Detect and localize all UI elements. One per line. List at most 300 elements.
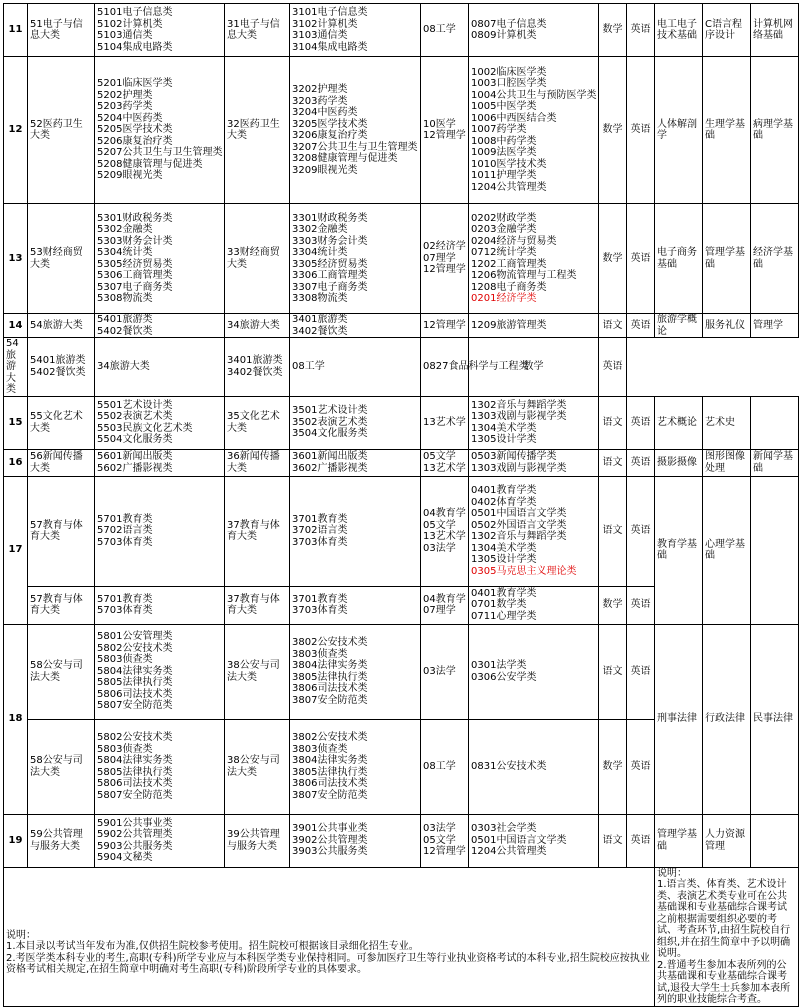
secondary-majors <box>290 719 421 814</box>
professional-subject-2-text: 管理学基础 <box>705 247 745 270</box>
list-item: 5401旅游类 <box>97 314 153 325</box>
list-item: 12管理学 <box>423 264 466 276</box>
public-course-1 <box>599 624 627 719</box>
list-item: 5701教育类 <box>97 513 153 525</box>
secondary-category-cell-text: 37教育与体育大类 <box>227 519 280 542</box>
list-item: 03法学 <box>423 665 456 677</box>
list-item: 5209眼视光类 <box>97 170 163 182</box>
list-item: 05文学 <box>423 834 456 846</box>
secondary-category-cell <box>225 4 290 57</box>
list-item: 5501艺术设计类 <box>97 399 173 411</box>
professional-subject-1 <box>655 396 703 449</box>
list-item: 3202护理类 <box>292 84 348 95</box>
list-item: 0306公安学类 <box>471 671 537 683</box>
list-item: 5203药学类 <box>97 101 153 113</box>
professional-subject-2-text: 服务礼仪 <box>705 319 745 331</box>
list-item: 04教育学 <box>423 593 466 605</box>
higher-vocational-majors <box>95 719 225 814</box>
secondary-majors <box>290 624 421 719</box>
undergraduate-majors <box>469 586 599 624</box>
professional-subject-3 <box>751 4 799 57</box>
table-row <box>4 338 799 397</box>
list-item: 1303戏剧与影视学类 <box>471 411 567 422</box>
secondary-category-cell <box>225 204 290 314</box>
higher-vocational-majors <box>28 338 95 397</box>
category-cell <box>28 449 95 476</box>
secondary-category-cell <box>225 814 290 867</box>
secondary-majors <box>225 338 290 397</box>
list-item: 5306工商管理类 <box>97 270 173 281</box>
notes-left <box>4 867 655 1006</box>
list-item: 3805法律执行类 <box>292 671 368 683</box>
list-item: 5302金融类 <box>97 224 153 235</box>
public-course-1 <box>599 396 627 449</box>
list-item: 08工学 <box>423 760 456 772</box>
list-item: 0301法学类 <box>471 660 527 671</box>
list-item: 04教育学 <box>423 508 466 519</box>
secondary-category-cell-text: 38公安与司法大类 <box>227 755 280 778</box>
row-number-text: 12 <box>8 124 23 136</box>
list-item: 3703体育类 <box>292 536 348 548</box>
list-item: 0503新闻传播学类 <box>471 451 557 462</box>
secondary-category-cell-text: 34旅游大类 <box>97 361 150 372</box>
secondary-majors <box>290 449 421 476</box>
public-course-1 <box>599 814 627 867</box>
public-course-2-text: 英语 <box>630 252 651 264</box>
list-item: 0807电子信息类 <box>471 18 547 30</box>
professional-subject-3-text: 新闻学基础 <box>753 451 793 474</box>
list-item: 3206康复治疗类 <box>292 130 368 141</box>
list-item: 5102计算机类 <box>97 18 163 30</box>
professional-subject-2-text: C语言程序设计 <box>705 18 742 41</box>
professional-subject-2 <box>703 57 751 204</box>
discipline-cell <box>421 476 469 586</box>
public-course-2 <box>627 719 655 814</box>
higher-vocational-majors <box>95 314 225 338</box>
professional-subject-3 <box>751 396 799 449</box>
list-item: 03法学 <box>423 823 456 835</box>
undergraduate-majors <box>469 449 599 476</box>
list-item: 3807安全防范类 <box>292 789 368 801</box>
list-item: 0502外国语言文学类 <box>471 519 567 531</box>
category-cell-text: 54旅游大类 <box>30 319 83 331</box>
higher-vocational-majors <box>95 814 225 867</box>
higher-vocational-majors <box>95 57 225 204</box>
major-catalog-table <box>3 3 799 1007</box>
public-course-1-text: 语文 <box>602 416 623 428</box>
list-item: 3903公共服务类 <box>292 846 368 858</box>
list-item: 05文学 <box>423 451 456 462</box>
secondary-category-cell <box>225 449 290 476</box>
list-item: 5804法律实务类 <box>97 755 173 766</box>
list-item: 1204公共管理类 <box>471 181 547 193</box>
professional-subject-2 <box>703 204 751 314</box>
discipline-cell <box>290 338 421 397</box>
list-item: 5601新闻出版类 <box>97 451 173 462</box>
list-item: 5201临床医学类 <box>97 78 173 90</box>
professional-subject-3 <box>751 449 799 476</box>
row-number <box>4 814 28 867</box>
higher-vocational-majors <box>95 624 225 719</box>
list-item: 1009法医学类 <box>471 147 537 159</box>
list-item: 0501中国语言文学类 <box>471 834 567 846</box>
list-item: 3804法律实务类 <box>292 660 368 671</box>
public-course-2-text: 英语 <box>630 319 651 331</box>
highlighted-list-item: 0201经济学类 <box>471 293 537 304</box>
public-course-1 <box>599 586 627 624</box>
list-item: 5402餐饮类 <box>30 366 86 378</box>
public-course-2 <box>627 814 655 867</box>
discipline-cell <box>421 586 469 624</box>
list-item: 5805法律执行类 <box>97 677 173 689</box>
list-item: 0204经济与贸易类 <box>471 235 557 247</box>
list-item: 5807安全防范类 <box>97 789 173 801</box>
list-item: 5803侦查类 <box>97 654 153 666</box>
category-cell <box>28 57 95 204</box>
list-item: 1305设计学类 <box>471 554 537 565</box>
list-item: 5307电子商务类 <box>97 281 173 293</box>
secondary-category-cell-text: 35文化艺术大类 <box>227 411 280 434</box>
undergraduate-majors <box>469 204 599 314</box>
list-item: 3701教育类 <box>292 593 348 605</box>
professional-subject-2 <box>703 449 751 476</box>
category-cell <box>28 396 95 449</box>
table-row <box>4 57 799 204</box>
professional-subject-2 <box>703 314 751 338</box>
list-item: 1304美术学类 <box>471 542 537 554</box>
secondary-majors <box>290 57 421 204</box>
category-cell <box>28 624 95 719</box>
list-item: 3806司法技术类 <box>292 778 368 789</box>
professional-subject-2-text: 心理学基础 <box>705 538 745 561</box>
discipline-cell <box>421 396 469 449</box>
list-item: 1305设计学类 <box>471 434 537 445</box>
list-item: 5802公安技术类 <box>97 732 173 743</box>
discipline-cell <box>421 449 469 476</box>
list-item: 3306工商管理类 <box>292 270 368 281</box>
list-item: 3301财政税务类 <box>292 212 368 224</box>
category-cell-text: 57教育与体育大类 <box>30 593 83 616</box>
list-item: 13艺术学 <box>423 462 466 474</box>
professional-subject-1-text: 电子商务基础 <box>657 247 697 270</box>
secondary-category-cell <box>225 586 290 624</box>
list-item: 5206康复治疗类 <box>97 135 173 147</box>
professional-subject-2 <box>703 476 751 624</box>
list-item: 3807安全防范类 <box>292 694 368 706</box>
professional-subject-1-text: 旅游学概论 <box>657 314 697 337</box>
list-item: 3601新闻出版类 <box>292 451 368 462</box>
list-item: 3307电子商务类 <box>292 281 368 293</box>
public-course-2-text: 英语 <box>630 24 651 36</box>
professional-subject-2-text: 图形图像处理 <box>705 451 745 474</box>
table-row <box>4 204 799 314</box>
secondary-category-cell <box>225 624 290 719</box>
professional-subject-1-text: 人体解剖学 <box>657 118 697 141</box>
list-item: 3302金融类 <box>292 224 348 235</box>
list-item: 3602广播影视类 <box>292 462 368 474</box>
list-item: 10医学 <box>423 118 456 130</box>
undergraduate-majors <box>469 57 599 204</box>
list-item: 5602广播影视类 <box>97 462 173 474</box>
professional-subject-3-text: 计算机网络基础 <box>753 18 793 41</box>
list-item: 5701教育类 <box>97 593 153 605</box>
table-row <box>4 449 799 476</box>
public-course-1-text: 语文 <box>602 525 623 537</box>
undergraduate-majors <box>421 338 529 397</box>
row-number <box>4 449 28 476</box>
public-course-2-text: 英语 <box>630 525 651 537</box>
list-item: 3901公共事业类 <box>292 823 368 835</box>
professional-subject-1 <box>655 57 703 204</box>
public-course-2-text: 英语 <box>630 665 651 677</box>
row-number <box>4 57 28 204</box>
category-cell-text: 55文化艺术大类 <box>30 411 83 434</box>
category-cell <box>28 586 95 624</box>
row-number <box>4 396 28 449</box>
list-item: 0701数学类 <box>471 599 527 611</box>
list-item: 1004公共卫生与预防医学类 <box>471 89 597 101</box>
list-item: 0809计算机类 <box>471 30 537 41</box>
list-item: 3208健康管理与促进类 <box>292 153 398 164</box>
public-course-2-text: 英语 <box>630 416 651 428</box>
public-course-1-text: 数学 <box>602 760 623 772</box>
secondary-majors <box>290 476 421 586</box>
category-cell-text: 58公安与司法大类 <box>30 660 83 683</box>
undergraduate-majors <box>469 624 599 719</box>
list-item: 0202财政学类 <box>471 212 537 224</box>
professional-subject-1-text: 艺术概论 <box>657 416 697 428</box>
secondary-category-cell-text: 32医药卫生大类 <box>227 118 280 141</box>
list-item: 08工学 <box>292 361 325 372</box>
list-item: 5903公共服务类 <box>97 840 173 852</box>
list-item: 0501中国语言文学类 <box>471 508 567 519</box>
public-course-1 <box>599 204 627 314</box>
public-course-2 <box>627 449 655 476</box>
public-course-1 <box>599 314 627 338</box>
professional-subject-1-text: 摄影摄像 <box>657 456 697 468</box>
list-item: 3102计算机类 <box>292 18 358 30</box>
discipline-cell <box>421 4 469 57</box>
undergraduate-majors <box>469 814 599 867</box>
list-item: 5202护理类 <box>97 89 153 101</box>
undergraduate-majors <box>469 314 599 338</box>
professional-subject-2-text: 生理学基础 <box>705 118 745 141</box>
notes-right-text: 说明： 1.语言类、体育类、艺术设计类、表演艺术类专业可在公共基础课和专业基础综合课考试之前根据需要组织必要的考试、考查环节,由招生院校自行组织,并在招生简章中予以明确说明。 2.普通考生参加本表所列的公共基础课和专业基础综合课考试,退役大学生士兵参加本表所列的职业技能综合考查。 <box>657 867 791 1005</box>
public-course-1-text: 语文 <box>602 665 623 677</box>
category-cell-text: 56新闻传播大类 <box>30 451 83 474</box>
undergraduate-majors <box>469 396 599 449</box>
list-item: 3401旅游类 <box>227 355 283 367</box>
row-number-text: 13 <box>8 252 23 264</box>
row-number <box>4 476 28 624</box>
list-item: 5208健康管理与促进类 <box>97 158 203 170</box>
public-course-2 <box>627 4 655 57</box>
undergraduate-majors <box>469 719 599 814</box>
highlighted-list-item: 0305马克思主义理论类 <box>471 565 577 577</box>
category-cell <box>28 814 95 867</box>
list-item: 5304统计类 <box>97 247 153 258</box>
higher-vocational-majors <box>95 4 225 57</box>
list-item: 12管理学 <box>423 319 466 331</box>
professional-subject-1 <box>655 314 703 338</box>
professional-subject-3 <box>751 204 799 314</box>
list-item: 05文学 <box>423 519 456 531</box>
row-number-text: 19 <box>8 834 23 846</box>
professional-subject-3 <box>751 314 799 338</box>
table-row <box>4 314 799 338</box>
list-item: 5301财政税务类 <box>97 212 173 224</box>
public-course-2-text: 英语 <box>630 599 651 611</box>
public-course-1-text: 数学 <box>602 124 623 136</box>
secondary-category-cell <box>225 314 290 338</box>
list-item: 5902公共管理类 <box>97 829 173 840</box>
table-row <box>4 4 799 57</box>
list-item: 1003口腔医学类 <box>471 78 547 90</box>
list-item: 0827食品科学与工程类 <box>423 361 529 372</box>
secondary-majors <box>290 314 421 338</box>
discipline-cell <box>421 314 469 338</box>
category-cell-text: 52医药卫生大类 <box>30 118 83 141</box>
list-item: 3104集成电路类 <box>292 41 368 53</box>
secondary-category-cell-text: 38公安与司法大类 <box>227 660 280 683</box>
row-number-text: 14 <box>8 319 23 331</box>
public-course-2 <box>627 204 655 314</box>
row-number-text: 17 <box>8 544 23 556</box>
notes-row <box>4 867 799 1006</box>
list-item: 03法学 <box>423 542 456 554</box>
secondary-category-cell-text: 31电子与信息大类 <box>227 18 280 41</box>
list-item: 1008中药学类 <box>471 135 537 147</box>
list-item: 3209眼视光类 <box>292 164 358 176</box>
public-course-2 <box>627 586 655 624</box>
public-course-2 <box>627 624 655 719</box>
category-cell <box>28 719 95 814</box>
category-cell-text: 58公安与司法大类 <box>30 755 83 778</box>
list-item: 5703体育类 <box>97 605 153 616</box>
list-item: 0711心理学类 <box>471 610 537 622</box>
list-item: 13艺术学 <box>423 416 466 428</box>
row-number <box>4 4 28 57</box>
list-item: 5503民族文化艺术类 <box>97 422 193 434</box>
list-item: 3303财务会计类 <box>292 235 368 247</box>
list-item: 1002临床医学类 <box>471 66 547 78</box>
category-cell <box>28 4 95 57</box>
professional-subject-1-text: 电工电子技术基础 <box>657 18 697 41</box>
list-item: 3204中医药类 <box>292 107 358 118</box>
list-item: 5303财务会计类 <box>97 235 173 247</box>
public-course-1-text: 语文 <box>602 456 623 468</box>
professional-subject-1 <box>655 624 703 814</box>
public-course-1 <box>599 4 627 57</box>
list-item: 5205医学技术类 <box>97 124 173 136</box>
list-item: 3502表演艺术类 <box>292 416 368 428</box>
secondary-majors <box>290 396 421 449</box>
list-item: 1209旅游管理类 <box>471 319 547 331</box>
category-cell-text: 51电子与信息大类 <box>30 18 83 41</box>
list-item: 3101电子信息类 <box>292 7 368 18</box>
professional-subject-1 <box>655 814 703 867</box>
list-item: 3702语言类 <box>292 525 348 537</box>
row-number <box>4 204 28 314</box>
list-item: 1204公共管理类 <box>471 846 547 858</box>
list-item: 1206物流管理与工程类 <box>471 270 577 281</box>
list-item: 5502表演艺术类 <box>97 411 173 422</box>
list-item: 02经济学 <box>423 241 466 253</box>
list-item: 5305经济贸易类 <box>97 258 173 270</box>
list-item: 0712统计学类 <box>471 247 537 258</box>
list-item: 07理学 <box>423 605 456 616</box>
professional-subject-2 <box>703 396 751 449</box>
list-item: 12管理学 <box>423 130 466 141</box>
list-item: 12管理学 <box>423 846 466 858</box>
list-item: 3304统计类 <box>292 247 348 258</box>
public-course-1-text: 数学 <box>602 252 623 264</box>
list-item: 3205医学技术类 <box>292 118 368 130</box>
list-item: 0831公安技术类 <box>471 760 547 772</box>
category-cell <box>28 476 95 586</box>
category-cell-text: 53财经商贸大类 <box>30 247 83 270</box>
list-item: 3802公安技术类 <box>292 637 368 648</box>
list-item: 5402餐饮类 <box>97 325 153 337</box>
list-item: 5204中医药类 <box>97 112 163 124</box>
list-item: 5807安全防范类 <box>97 700 173 712</box>
professional-subject-3 <box>751 624 799 814</box>
undergraduate-majors <box>469 4 599 57</box>
professional-subject-1 <box>655 4 703 57</box>
public-course-1-text: 数学 <box>602 599 623 611</box>
professional-subject-3-text: 病理学基础 <box>753 118 793 141</box>
row-number-text: 11 <box>8 24 23 36</box>
secondary-category-cell-text: 36新闻传播大类 <box>227 451 280 474</box>
list-item: 0401教育学类 <box>471 485 537 496</box>
list-item: 3207公共卫生与卫生管理类 <box>292 141 418 153</box>
list-item: 1302音乐与舞蹈学类 <box>471 399 567 411</box>
list-item: 5804法律实务类 <box>97 665 173 677</box>
secondary-category-cell <box>225 476 290 586</box>
professional-subject-3-text: 经济学基础 <box>753 247 793 270</box>
professional-subject-2-text: 行政法律 <box>705 713 745 725</box>
list-item: 5504文化服务类 <box>97 434 173 445</box>
notes-right <box>655 867 799 1006</box>
row-number-text: 15 <box>8 416 23 428</box>
list-item: 5401旅游类 <box>30 355 86 367</box>
list-item: 5104集成电路类 <box>97 41 173 53</box>
list-item: 0303社会学类 <box>471 823 537 835</box>
secondary-category-cell-text: 37教育与体育大类 <box>227 593 280 616</box>
list-item: 5901公共事业类 <box>97 817 173 829</box>
public-course-1 <box>599 476 627 586</box>
secondary-category-cell <box>95 338 225 397</box>
row-number-text: 18 <box>8 713 23 725</box>
discipline-cell <box>421 719 469 814</box>
list-item: 5806司法技术类 <box>97 688 173 700</box>
list-item: 1010医学技术类 <box>471 158 547 170</box>
public-course-2-text: 英语 <box>602 361 623 372</box>
list-item: 3103通信类 <box>292 30 348 41</box>
public-course-2-text: 英语 <box>630 456 651 468</box>
list-item: 0203金融学类 <box>471 224 537 235</box>
list-item: 1005中医学类 <box>471 101 537 113</box>
list-item: 1202工商管理类 <box>471 258 547 270</box>
list-item: 5702语言类 <box>97 525 153 537</box>
professional-subject-3-text: 管理学 <box>753 319 783 331</box>
list-item: 1303戏剧与影视学类 <box>471 462 567 474</box>
secondary-category-cell <box>225 396 290 449</box>
public-course-2-text: 英语 <box>630 834 651 846</box>
category-cell <box>28 204 95 314</box>
table-row <box>4 476 799 586</box>
row-number <box>4 314 28 338</box>
